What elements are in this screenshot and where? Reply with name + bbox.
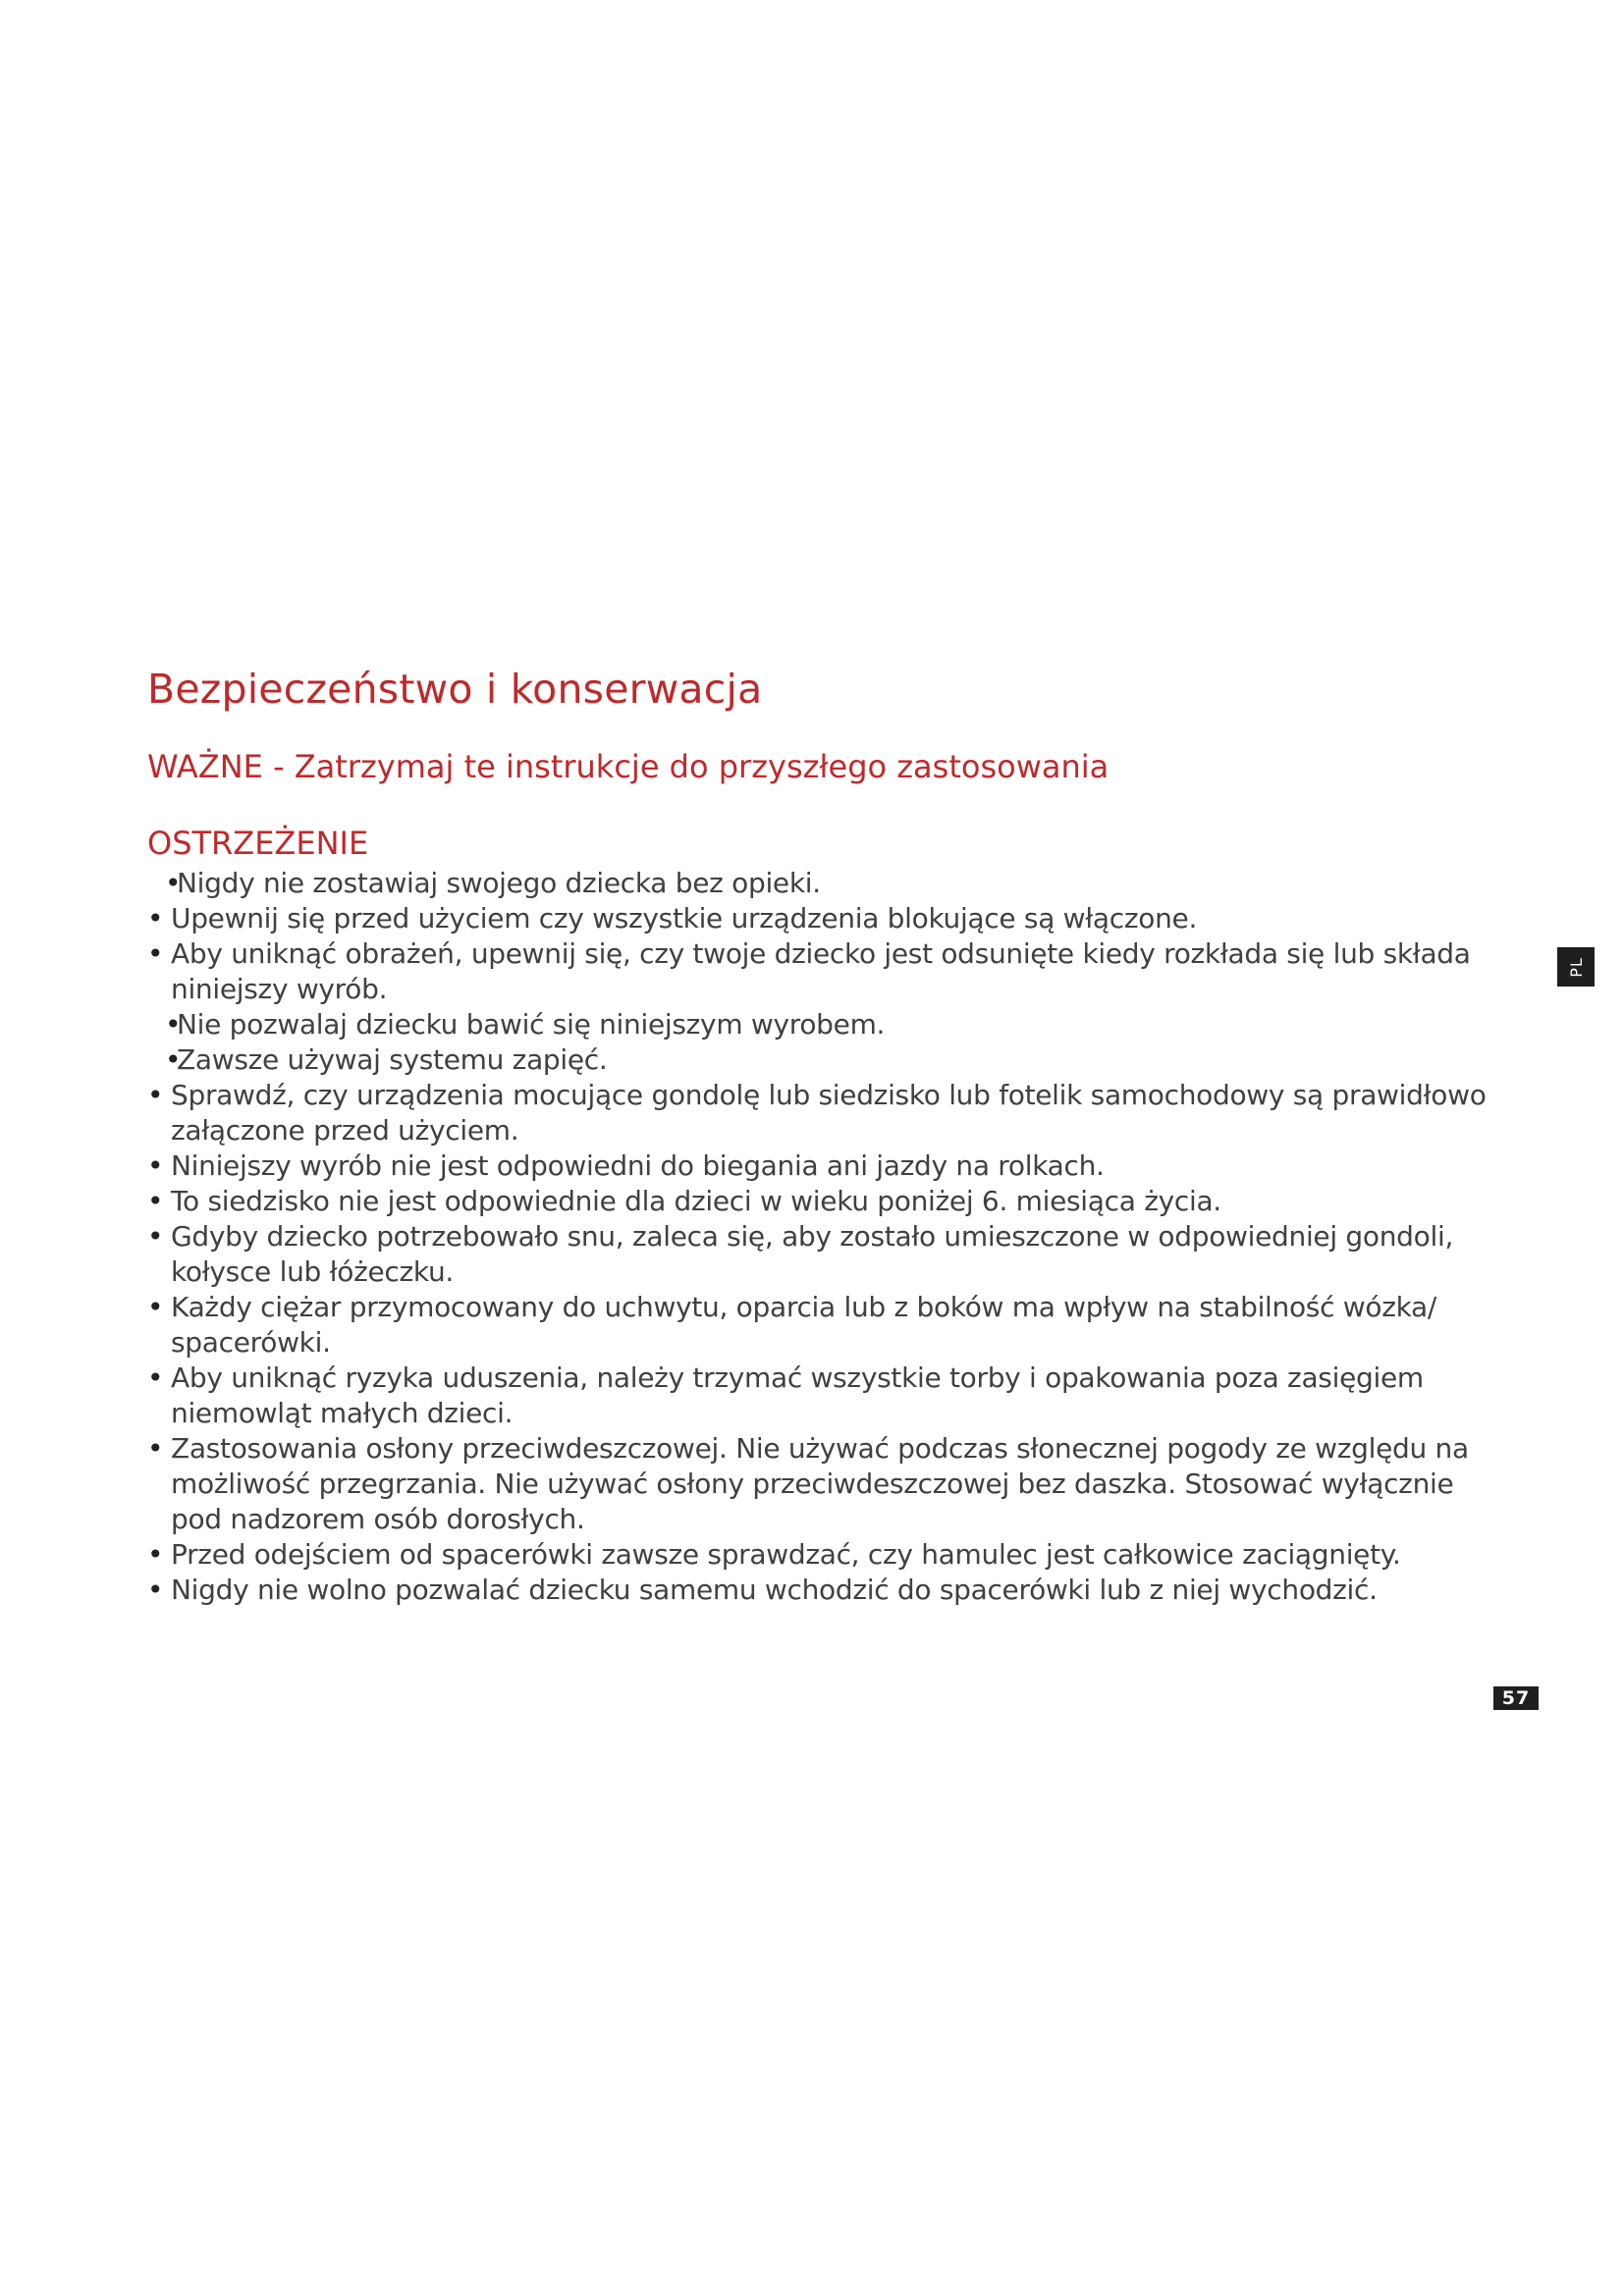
warning-item: • Gdyby dziecko potrzebowało snu, zaleca się, aby zostało umieszczone w odpowiedniej gondoli, kołysce lub łóżeczku. bbox=[147, 1220, 1454, 1288]
warning-item: • To siedzisko nie jest odpowiednie dla dzieci w wieku poniżej 6. miesiąca życia. bbox=[147, 1185, 1221, 1217]
bullet-icon: • bbox=[147, 1220, 164, 1253]
bullet-icon: • bbox=[147, 1538, 164, 1571]
bullet-icon: • bbox=[147, 1291, 164, 1323]
language-tab bbox=[1557, 947, 1595, 987]
language-tab-label: PL bbox=[1566, 956, 1586, 978]
warning-item: • Sprawdź, czy urządzenia mocujące gondolę lub siedzisko lub fotelik samochodowy są prawidłowo załączone przed użyciem. bbox=[147, 1079, 1487, 1147]
warning-item: • Zastosowania osłony przeciwdeszczowej. Nie używać podczas słonecznej pogody ze względu na możliwość przegrzania. Nie używać osłony przeciwdeszczowej bez daszka. Stosować wyłącznie pod nadzorem osób dorosłych. bbox=[147, 1432, 1469, 1535]
warning-list bbox=[147, 866, 1492, 1608]
warning-item: • Nigdy nie zostawiaj swojego dziecka bez opieki. bbox=[165, 867, 821, 899]
warning-item: • Aby uniknąć obrażeń, upewnij się, czy twoje dziecko jest odsunięte kiedy rozkłada się lub składa niniejszy wyrób. bbox=[147, 937, 1471, 1005]
bullet-icon: • bbox=[147, 1432, 164, 1465]
warning-item: • Nigdy nie wolno pozwalać dziecku samemu wchodzić do spacerówki lub z niej wychodzić. bbox=[147, 1574, 1378, 1606]
bullet-icon: • bbox=[147, 902, 164, 934]
bullet-icon: • bbox=[165, 1043, 182, 1076]
warning-item: • Niniejszy wyrób nie jest odpowiedni do biegania ani jazdy na rolkach. bbox=[147, 1149, 1105, 1182]
important-subtitle: WAŻNE - Zatrzymaj te instrukcje do przyszłego zastosowania bbox=[147, 748, 1110, 785]
warning-item: • Przed odejściem od spacerówki zawsze sprawdzać, czy hamulec jest całkowice zaciągnięty. bbox=[147, 1538, 1401, 1571]
bullet-icon: • bbox=[147, 1185, 164, 1217]
bullet-icon: • bbox=[147, 1079, 164, 1111]
bullet-icon: • bbox=[147, 1149, 164, 1182]
page-title: Bezpieczeństwo i konserwacja bbox=[147, 666, 763, 713]
bullet-icon: • bbox=[147, 937, 164, 970]
bullet-icon: • bbox=[165, 1008, 182, 1041]
warning-item: • Zawsze używaj systemu zapięć. bbox=[165, 1043, 608, 1076]
page-number: 57 bbox=[1493, 1686, 1539, 1710]
warning-item: • Upewnij się przed użyciem czy wszystkie urządzenia blokujące są włączone. bbox=[147, 902, 1198, 934]
warning-item: • Każdy ciężar przymocowany do uchwytu, oparcia lub z boków ma wpływ na stabilność wózka/ spacerówki. bbox=[147, 1291, 1437, 1359]
warning-item: • Nie pozwalaj dziecku bawić się niniejszym wyrobem. bbox=[165, 1008, 886, 1041]
bullet-icon: • bbox=[147, 1362, 164, 1394]
warning-heading: OSTRZEŻENIE bbox=[147, 825, 369, 862]
bullet-icon: • bbox=[165, 867, 182, 899]
warning-item: • Aby uniknąć ryzyka uduszenia, należy trzymać wszystkie torby i opakowania poza zasięgiem niemowląt małych dzieci. bbox=[147, 1362, 1424, 1429]
bullet-icon: • bbox=[147, 1574, 164, 1606]
